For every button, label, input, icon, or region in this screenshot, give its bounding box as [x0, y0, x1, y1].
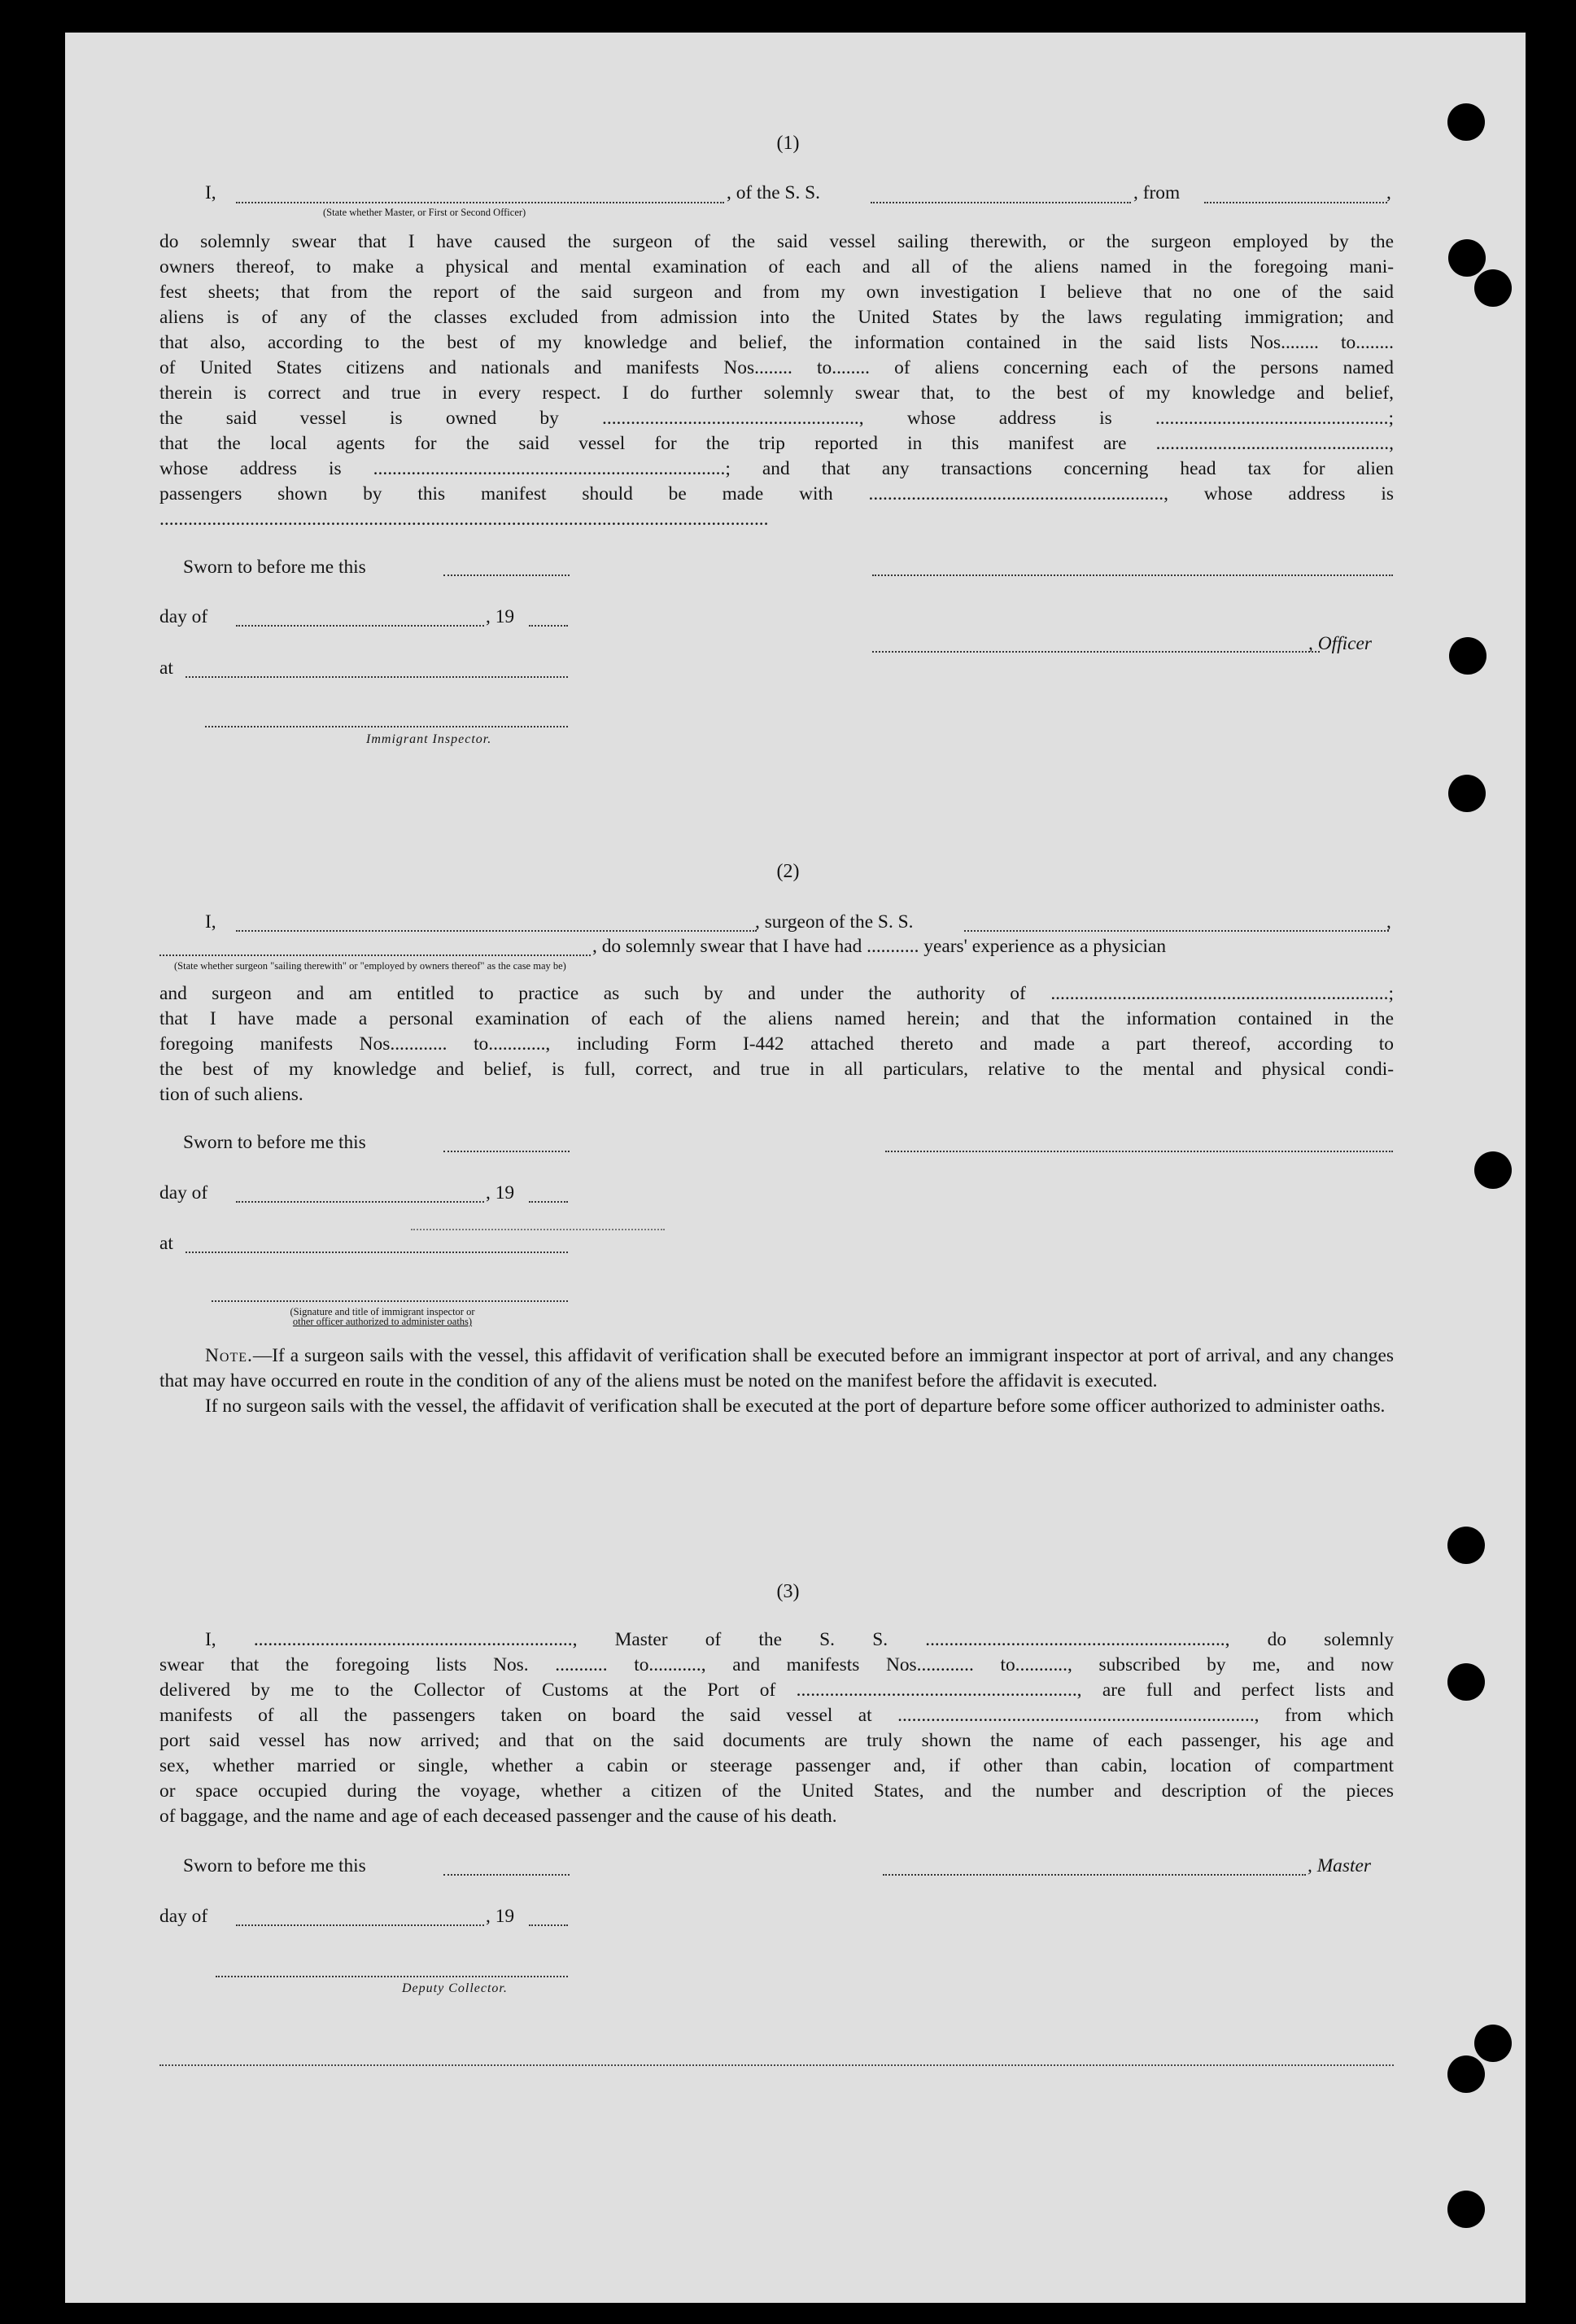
para-line: swear that the foregoing lists Nos. ........... to..........., and manifests Nos............ to..........., subscribed by me, and now [159, 1654, 1394, 1675]
sworn-label: Sworn to before me this [183, 1132, 366, 1153]
at-label: at [159, 657, 173, 679]
para-line: the best of my knowledge and belief, is full, correct, and true in all particulars, relative to the mental and physical condi- [159, 1059, 1394, 1080]
para-line: that also, according to the best of my knowledge and belief, the information contained in the said lists Nos........ to........ [159, 332, 1394, 353]
note-text: —If a surgeon sails with the vessel, this affidavit of verification shall be executed before an immigrant inspector at port of arrival, and any changes that may have occurred en route in the condition of any of the aliens must be noted on the manifest before the affidavit is executed. [159, 1345, 1394, 1391]
section-1-number: (1) [776, 133, 800, 154]
vessel-field[interactable] [871, 202, 1131, 203]
signature-note [228, 1307, 537, 1326]
day-of-label: day of [159, 606, 208, 627]
para-line: that the local agents for the said vessel for the trip reported in this manifest are ................................................., [159, 433, 1394, 454]
i-label: I, [205, 911, 216, 933]
para-line: port said vessel has now arrived; and that on the said documents are truly shown the name of each passenger, his age and [159, 1730, 1394, 1751]
para-line: that I have made a personal examination of each of the aliens named herein; and that the information contained in the [159, 1008, 1394, 1029]
section-3-number: (3) [776, 1581, 800, 1602]
sworn-field[interactable] [443, 574, 570, 576]
punch-hole [1447, 1527, 1485, 1564]
para-line: I, ..................................................................., Master of the S. S. ..............................................................., do solemnly [205, 1629, 1394, 1650]
note-label: Note. [205, 1345, 253, 1366]
day-field[interactable] [236, 1924, 484, 1926]
inspector-signature-field[interactable] [212, 1300, 568, 1302]
faint-dotted-mark [411, 1229, 665, 1230]
para-line: aliens is of any of the classes excluded from admission into the United States by the laws regulating immigration; and [159, 307, 1394, 328]
punch-hole [1447, 2191, 1485, 2228]
i-label: I, [205, 182, 216, 203]
para-line: ................................................................................................................................ [159, 509, 769, 530]
year-field[interactable] [529, 1201, 568, 1203]
para-line: foregoing manifests Nos............ to............, including Form I-442 attached thereto and made a part thereof, according to [159, 1033, 1394, 1055]
surgeon-name-field[interactable] [236, 930, 757, 932]
surgeon-signature-field[interactable] [885, 1151, 1393, 1152]
at-label: at [159, 1233, 173, 1254]
sworn-field[interactable] [443, 1151, 570, 1152]
punch-hole [1449, 637, 1487, 675]
surgeon-ss-label: , surgeon of the S. S. [755, 911, 914, 933]
section-2-paragraph [159, 981, 1394, 1107]
para-line: whose address is ..........................................................................; and that any transactions concerning head tax for alien [159, 458, 1394, 479]
year-label: , 19 [486, 1906, 515, 1927]
day-field[interactable] [236, 625, 484, 627]
year-label: , 19 [486, 1182, 515, 1204]
punch-hole [1447, 1663, 1485, 1701]
punch-hole [1448, 775, 1486, 812]
master-signature-field[interactable] [883, 1874, 1306, 1876]
comma: , [1386, 182, 1391, 203]
punch-hole [1474, 2025, 1512, 2062]
para-line: and surgeon and am entitled to practice as such by and under the authority of .......................................................................; [159, 983, 1394, 1004]
surgeon-status-field[interactable] [159, 954, 591, 956]
experience-line: , do solemnly swear that I have had ........... years' experience as a physician [592, 936, 1167, 957]
para-line: the said vessel is owned by ......................................................, whose address is .................................................; [159, 408, 1394, 429]
name-field[interactable] [236, 202, 724, 203]
day-of-label: day of [159, 1182, 208, 1204]
sworn-label: Sworn to before me this [183, 557, 366, 578]
year-label: , 19 [486, 606, 515, 627]
of-ss-label: , of the S. S. [727, 182, 821, 203]
officer-hint: (State whether Master, or First or Second Officer) [323, 207, 526, 218]
punch-hole [1447, 2055, 1485, 2093]
master-text: , Master [1308, 1855, 1371, 1876]
at-field[interactable] [186, 676, 568, 678]
para-line: do solemnly swear that I have caused the surgeon of the said vessel sailing therewith, or the surgeon employed by the [159, 231, 1394, 252]
punch-hole [1448, 239, 1486, 277]
from-label: , from [1133, 182, 1181, 203]
para-line: tion of such aliens. [159, 1084, 303, 1105]
signature-field[interactable] [872, 574, 1393, 576]
officer-signature-field[interactable] [872, 651, 1320, 653]
punch-hole [1474, 269, 1512, 307]
bottom-rule [159, 2064, 1394, 2066]
signature-note-line: (Signature and title of immigrant inspector or [290, 1306, 475, 1317]
day-of-label: day of [159, 1906, 208, 1927]
para-line: therein is correct and true in every respect. I do further solemnly swear that, to the best of my knowledge and belief, [159, 382, 1394, 404]
para-line: manifests of all the passengers taken on board the said vessel at ..........................................................................., from which [159, 1705, 1394, 1726]
para-line: sex, whether married or single, whether a cabin or steerage passenger and, if other than cabin, location of compartment [159, 1755, 1394, 1776]
para-line: of baggage, and the name and age of each deceased passenger and the cause of his death. [159, 1806, 837, 1827]
surgeon-hint: (State whether surgeon "sailing therewith" or "employed by owners thereof" as the case may be) [174, 960, 566, 972]
section-3-paragraph [159, 1627, 1394, 1829]
sworn-field[interactable] [443, 1874, 570, 1876]
master-label [1308, 1855, 1371, 1877]
year-field[interactable] [529, 625, 568, 627]
para-line: passengers shown by this manifest should be made with .............................................................., whose address is [159, 483, 1394, 505]
para-line: of United States citizens and nationals and manifests Nos........ to........ of aliens concerning each of the persons named [159, 357, 1394, 378]
sworn-label: Sworn to before me this [183, 1855, 366, 1876]
from-field[interactable] [1204, 202, 1387, 203]
note-text: If no surgeon sails with the vessel, the affidavit of verification shall be executed at the port of departure before some officer authorized to administer oaths. [205, 1396, 1386, 1417]
section-1-first-line [205, 182, 216, 204]
collector-label: Deputy Collector. [402, 1981, 508, 1995]
section-1-paragraph [159, 229, 1394, 532]
para-line: delivered by me to the Collector of Customs at the Port of ..........................................................., are full and perfect lists and [159, 1680, 1394, 1701]
inspector-label: Immigrant Inspector. [366, 732, 492, 746]
section-2-number: (2) [776, 861, 800, 882]
section-2-note [159, 1343, 1394, 1419]
inspector-signature-field[interactable] [205, 726, 568, 727]
day-field[interactable] [236, 1201, 484, 1203]
officer-text: , Officer [1308, 633, 1372, 654]
para-line: fest sheets; that from the report of the said surgeon and from my own investigation I believe that no one of the said [159, 282, 1394, 303]
comma: , [1386, 911, 1391, 933]
year-field[interactable] [529, 1924, 568, 1926]
surgeon-vessel-field[interactable] [964, 930, 1389, 932]
collector-signature-field[interactable] [216, 1976, 568, 1977]
punch-hole [1474, 1151, 1512, 1189]
para-line: or space occupied during the voyage, whether a citizen of the United States, and the number and description of the pieces [159, 1780, 1394, 1802]
para-line: owners thereof, to make a physical and mental examination of each and all of the aliens named in the foregoing mani- [159, 256, 1394, 277]
officer-label [1308, 633, 1372, 655]
signature-note-line: other officer authorized to administer oaths) [292, 1316, 473, 1327]
at-field[interactable] [186, 1252, 568, 1253]
